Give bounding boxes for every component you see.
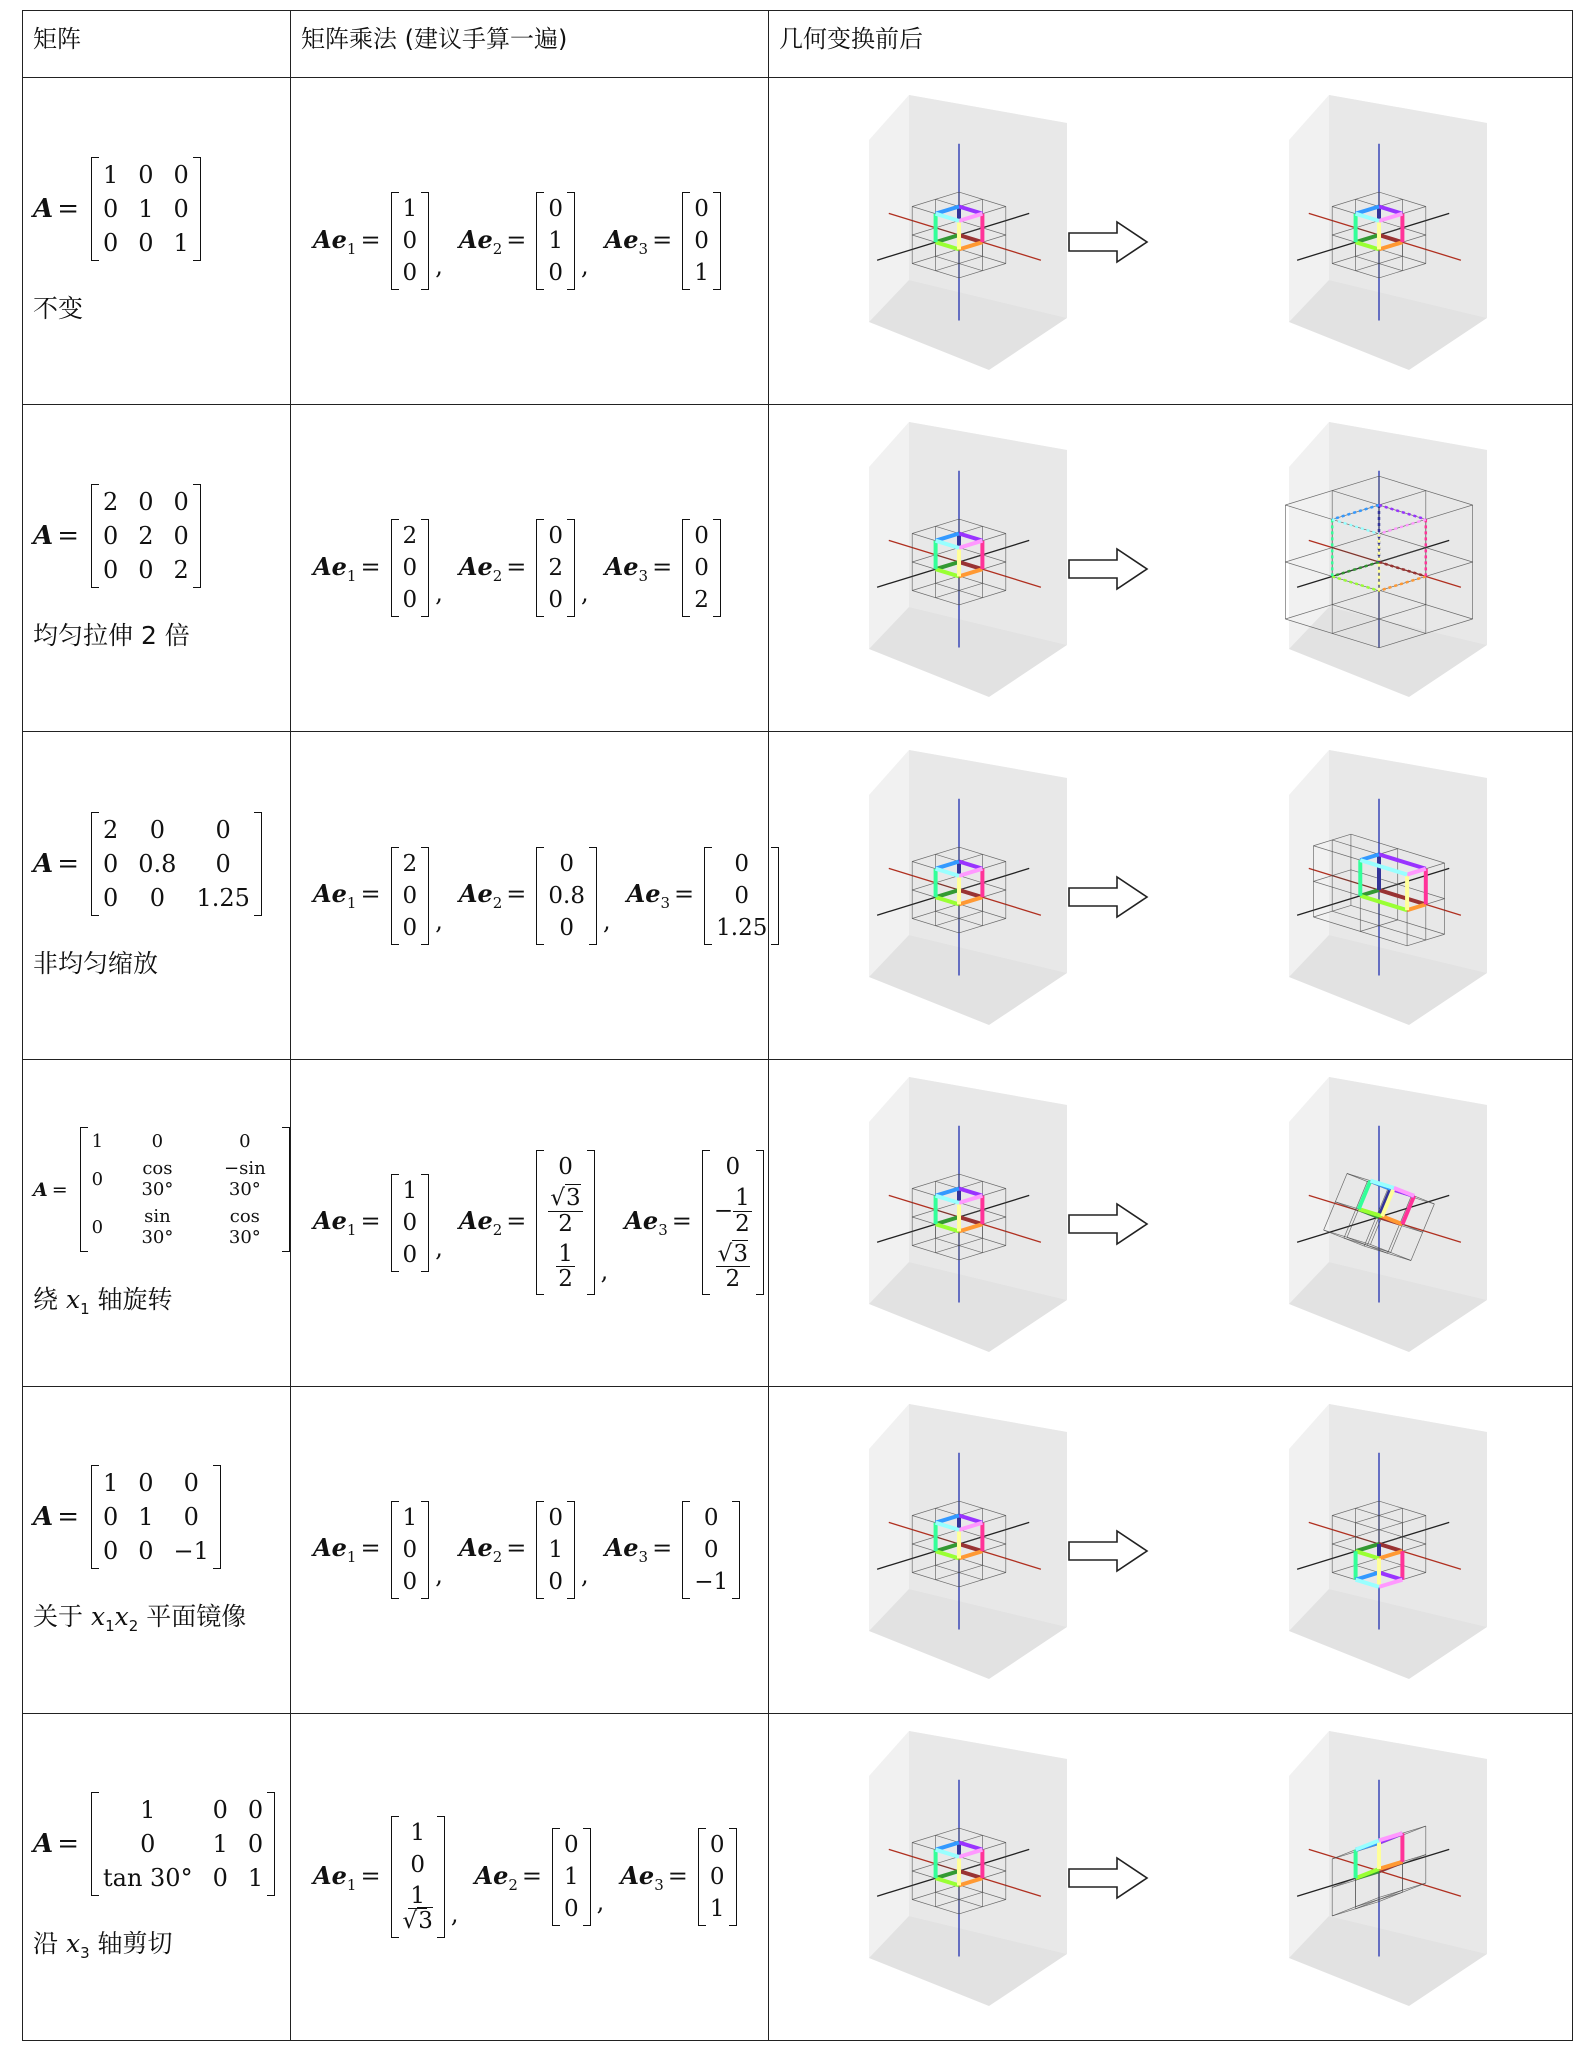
vector-bracket <box>536 1150 594 1295</box>
vector-entry: 2 <box>402 850 418 877</box>
product-vector <box>624 1150 763 1295</box>
vector-bracket <box>391 519 430 617</box>
vector-entry: 0 <box>559 850 574 877</box>
product-cell <box>291 1059 769 1386</box>
matrix-entry: 0 <box>151 1131 164 1153</box>
matrix-entry: 0 <box>138 488 154 517</box>
vector-entry: 0 <box>734 882 750 909</box>
matrix-bracket <box>91 1792 275 1896</box>
matrix-lhs: A = <box>33 1178 68 1201</box>
vector-entry: 0 <box>548 523 564 550</box>
vector-entry: 2 <box>402 523 418 550</box>
product-cell <box>291 78 769 405</box>
vector-entry: 1.25 <box>716 914 768 941</box>
vector-label: $Ae_3$ = <box>604 224 673 258</box>
vector-label: $Ae_3$ = <box>624 1206 692 1240</box>
matrix-grid <box>103 816 250 912</box>
vector-column <box>403 196 418 286</box>
matrix-block <box>33 1792 290 1896</box>
transform-description: 绕 $x_1$ 轴旋转 <box>33 1285 173 1319</box>
matrix-entry: 0 <box>102 556 119 585</box>
vector-bracket <box>702 1150 764 1295</box>
side-wall <box>1329 422 1487 645</box>
matrix-entry: 0 <box>173 522 189 551</box>
vector-bracket <box>704 847 779 945</box>
vector-column <box>694 1505 728 1595</box>
matrix-bracket <box>91 1465 221 1569</box>
side-wall <box>909 95 1067 318</box>
product-vector <box>620 1828 736 1926</box>
matrix-cell <box>23 732 291 1059</box>
matrix-entry: 1 <box>138 195 154 224</box>
vector-label: $Ae_2$ = <box>474 1860 543 1894</box>
matrix-entry: 0 <box>173 195 189 224</box>
product-vectors <box>313 847 768 945</box>
vector-bracket <box>391 1174 430 1272</box>
matrix-block <box>33 157 290 261</box>
vector-label: $Ae_2$ = <box>458 224 527 258</box>
product-vector <box>605 519 721 617</box>
product-vector: $Ae_2$ = 0 1 0 , <box>459 192 589 290</box>
header-row <box>23 11 1573 78</box>
header-geometry: 几何变换前后 <box>769 11 1573 78</box>
arrow-icon <box>1069 222 1147 262</box>
vector-column <box>403 851 418 941</box>
matrix-block <box>33 484 290 588</box>
matrix-entry: cos 30° <box>228 1206 261 1249</box>
vector-label: $Ae_3$ = <box>604 552 673 585</box>
product-vector: $Ae_1$ = 1 0 0 , <box>313 1174 443 1272</box>
vector-entry: 0 <box>734 850 750 877</box>
vector-entry: 0 <box>709 1831 725 1858</box>
matrix-entry: 0 <box>102 883 119 912</box>
matrix-lhs: A = <box>33 1501 79 1532</box>
matrix-entry: 1 <box>173 229 189 258</box>
vector-entry: 1 <box>402 1177 418 1204</box>
matrix-entry: 0.8 <box>138 849 177 878</box>
fraction: $\frac{√3}{2}$ <box>717 1240 748 1292</box>
transform-description: 关于 $x_1x_2$ 平面镜像 <box>33 1601 247 1635</box>
matrix-bracket <box>91 484 201 588</box>
vector-label: $Ae_2$ = <box>458 552 527 585</box>
vector-column <box>694 196 709 286</box>
product-vector <box>605 1501 740 1599</box>
matrix-entry: 0 <box>212 1863 228 1892</box>
matrix-entry: 0 <box>91 1168 104 1190</box>
vector-entry: − $\frac{1}{2}$ <box>713 1185 750 1237</box>
matrix-entry: 0 <box>102 229 119 258</box>
product-vector: $Ae_2$ = 0 2 0 , <box>459 519 589 617</box>
matrix-entry: 0 <box>149 883 165 912</box>
vector-label: $Ae_2$ = <box>458 1533 527 1567</box>
product-cell <box>291 1386 769 1713</box>
vector-entry: 0 <box>402 1241 418 1268</box>
transform-table <box>22 10 1573 2041</box>
vector-entry: 2 <box>694 587 709 614</box>
matrix-entry: 0 <box>138 1536 154 1565</box>
vector-bracket <box>391 847 430 945</box>
geometry-cell <box>769 405 1573 732</box>
vector-entry: 0 <box>402 1209 418 1236</box>
matrix-block <box>33 1465 290 1569</box>
matrix-grid <box>103 488 189 584</box>
header-matrix: 矩阵 <box>23 11 291 78</box>
vector-entry: 0 <box>548 196 564 223</box>
vector-bracket <box>391 1501 430 1599</box>
matrix-bracket <box>91 812 262 916</box>
vector-entry: 0 <box>694 228 709 255</box>
matrix-grid <box>103 161 189 257</box>
vector-entry: 0 <box>559 914 574 941</box>
fraction: $\frac{√3}{2}$ <box>550 1185 581 1237</box>
transform-illustration <box>769 407 1571 729</box>
vector-entry <box>548 1186 582 1235</box>
vector-entry: 1 <box>548 1536 564 1563</box>
side-wall <box>1329 1731 1487 1954</box>
matrix-block <box>33 812 290 916</box>
vector-label: $Ae_1$ = <box>313 1860 381 1894</box>
table-row <box>23 1386 1573 1713</box>
vector-column <box>403 1178 418 1268</box>
matrix-entry: 2 <box>173 556 189 585</box>
fraction: $\frac{1}{2}$ <box>558 1240 573 1292</box>
vector-entry: 0 <box>694 555 709 582</box>
matrix-entry: 1 <box>102 1468 119 1497</box>
vector-bracket <box>536 519 575 617</box>
vector-column <box>548 851 585 941</box>
product-cell <box>291 1713 769 2040</box>
product-vector: $Ae_1$ = 1 0 0 , <box>313 192 443 290</box>
vector-entry: 2 <box>548 555 564 582</box>
transform-description: 沿 $x_3$ 轴剪切 <box>33 1928 173 1962</box>
fraction: $\frac{1}{2}$ <box>735 1185 750 1237</box>
vector-column <box>716 851 767 941</box>
matrix-lhs: A = <box>33 194 79 225</box>
side-wall <box>909 1077 1067 1300</box>
geometry-cell <box>769 1713 1573 2040</box>
vector-entry: 0 <box>548 587 564 614</box>
matrix-entry: sin 30° <box>141 1206 174 1249</box>
transform-illustration <box>769 735 1571 1057</box>
vector-label: $Ae_2$ = <box>458 1206 527 1240</box>
matrix-entry: 1 <box>138 1502 154 1531</box>
side-wall <box>1329 1404 1487 1627</box>
matrix-bracket <box>80 1127 290 1252</box>
vector-label: $Ae_1$ = <box>313 1533 381 1567</box>
transform-description: 均匀拉伸 2 倍 <box>33 621 190 651</box>
matrix-entry: 0 <box>215 815 231 844</box>
matrix-bracket <box>91 157 201 261</box>
matrix-entry: 0 <box>247 1829 264 1858</box>
arrow-icon <box>1069 1858 1147 1898</box>
table-row <box>23 1059 1573 1386</box>
matrix-entry: 2 <box>138 522 154 551</box>
matrix-entry: −sin 30° <box>224 1158 266 1201</box>
vector-column <box>548 523 563 613</box>
vector-entry: 0 <box>402 882 418 909</box>
matrix-entry: 0 <box>173 161 189 190</box>
matrix-entry: 0 <box>183 1502 199 1531</box>
product-vector: $Ae_2$ = 0 1 0 , <box>474 1828 604 1926</box>
vector-entry: 0.8 <box>548 882 585 909</box>
vector-entry: 0 <box>548 260 564 287</box>
vector-column <box>548 196 563 286</box>
vector-column <box>403 523 418 613</box>
vector-entry: 1 <box>709 1895 725 1922</box>
vector-entry: 0 <box>548 1504 564 1531</box>
vector-label: $Ae_1$ = <box>313 552 381 585</box>
vector-bracket <box>536 192 575 290</box>
vector-label: $Ae_1$ = <box>313 1206 381 1240</box>
product-vector <box>627 847 780 945</box>
matrix-entry: 0 <box>102 849 119 878</box>
transform-illustration <box>769 80 1571 402</box>
vector-entry: 1 <box>564 1863 579 1890</box>
vector-entry: 0 <box>402 587 418 614</box>
vector-entry: 0 <box>694 523 709 550</box>
product-vector: $Ae_1$ = 1 0 $\frac{1}{√3}$ , <box>313 1816 458 1937</box>
matrix-entry: 2 <box>102 488 119 517</box>
vector-label: $Ae_3$ = <box>620 1860 688 1894</box>
vector-bracket <box>552 1828 591 1926</box>
matrix-block <box>33 1127 290 1252</box>
vector-entry: 0 <box>709 1863 725 1890</box>
vector-entry: 0 <box>725 1154 741 1181</box>
vector-label: $Ae_3$ = <box>626 879 695 912</box>
matrix-entry: tan 30° <box>102 1863 193 1892</box>
matrix-grid <box>103 1796 263 1892</box>
matrix-entry: 1.25 <box>196 883 250 912</box>
matrix-entry: 0 <box>138 229 154 258</box>
product-vector: $Ae_1$ = 2 0 0 , <box>313 847 443 945</box>
transform-description: 非均匀缩放 <box>33 948 159 978</box>
arrow-icon <box>1069 877 1147 917</box>
vector-entry: −1 <box>694 1568 729 1595</box>
matrix-cell <box>23 1059 291 1386</box>
matrix-entry: 0 <box>149 815 165 844</box>
matrix-entry: 2 <box>102 815 119 844</box>
vector-entry: 0 <box>402 260 418 287</box>
geometry-cell <box>769 732 1573 1059</box>
matrix-entry: 1 <box>247 1863 264 1892</box>
matrix-cell <box>23 405 291 732</box>
matrix-grid <box>92 1131 278 1248</box>
geometry-cell <box>769 1059 1573 1386</box>
matrix-entry: 0 <box>212 1795 228 1824</box>
matrix-cell <box>23 1713 291 2040</box>
vector-column <box>403 1820 433 1933</box>
vector-entry: 0 <box>694 196 709 223</box>
matrix-grid <box>103 1469 209 1565</box>
matrix-entry: 0 <box>138 556 154 585</box>
vector-entry: 0 <box>402 1536 418 1563</box>
vector-bracket <box>682 192 721 290</box>
matrix-lhs: A = <box>33 521 79 552</box>
vector-bracket <box>682 519 721 617</box>
vector-entry: 0 <box>410 1852 426 1879</box>
product-vector: $Ae_2$ = 0 1 0 , <box>459 1501 589 1599</box>
vector-bracket <box>698 1828 737 1926</box>
vector-entry: 1 <box>548 228 564 255</box>
transform-description: 不变 <box>33 294 84 324</box>
product-vectors <box>313 519 768 617</box>
matrix-entry: 0 <box>102 522 119 551</box>
matrix-entry: 0 <box>183 1468 199 1497</box>
matrix-entry: 0 <box>138 161 154 190</box>
table-row <box>23 1713 1573 2040</box>
vector-bracket <box>391 1816 445 1937</box>
arrow-icon <box>1069 1204 1147 1244</box>
side-wall <box>1329 95 1487 318</box>
side-wall <box>909 1731 1067 1954</box>
matrix-entry: 0 <box>138 1468 154 1497</box>
matrix-entry: 0 <box>247 1795 264 1824</box>
matrix-cell <box>23 78 291 405</box>
vector-entry <box>403 1884 433 1933</box>
vector-entry: 0 <box>402 228 418 255</box>
vector-column <box>403 1505 418 1595</box>
geometry-cell <box>769 1386 1573 1713</box>
product-vectors <box>313 1150 768 1295</box>
product-vectors <box>313 1501 768 1599</box>
table-row <box>23 78 1573 405</box>
matrix-entry: cos 30° <box>141 1158 174 1201</box>
matrix-entry: 0 <box>173 488 189 517</box>
product-vector: $Ae_2$ = 0 $\frac{√3}{2}$ $\frac{1}{2}$ , <box>459 1150 608 1295</box>
vector-entry: 0 <box>548 1568 564 1595</box>
product-vector: $Ae_2$ = 0 0.8 0 , <box>459 847 611 945</box>
product-vector <box>605 192 721 290</box>
transform-illustration <box>769 1389 1571 1711</box>
table-row <box>23 405 1573 732</box>
vector-bracket <box>536 847 597 945</box>
arrow-icon <box>1069 1531 1147 1571</box>
matrix-entry: 0 <box>102 195 119 224</box>
matrix-entry: 0 <box>215 849 231 878</box>
vector-column <box>548 1505 563 1595</box>
product-cell <box>291 732 769 1059</box>
matrix-entry: 0 <box>102 1502 119 1531</box>
side-wall <box>1329 1077 1487 1300</box>
matrix-entry: 1 <box>212 1829 228 1858</box>
vector-entry: 1 <box>402 196 418 223</box>
vector-label: $Ae_1$ = <box>313 879 381 912</box>
vector-bracket <box>682 1501 740 1599</box>
vector-column <box>714 1154 752 1291</box>
vector-entry: 1 <box>402 1504 418 1531</box>
vector-entry: 0 <box>402 914 418 941</box>
product-vector: $Ae_1$ = 2 0 0 , <box>313 519 443 617</box>
matrix-entry: 0 <box>140 1829 156 1858</box>
matrix-lhs: A = <box>33 1828 79 1859</box>
table-row <box>23 732 1573 1059</box>
vector-column <box>564 1832 579 1922</box>
matrix-entry: 1 <box>140 1795 156 1824</box>
side-wall <box>909 1404 1067 1627</box>
matrix-entry: 1 <box>102 161 119 190</box>
vector-entry: 1 <box>410 1820 426 1847</box>
vector-bracket <box>391 192 430 290</box>
vector-entry: 1 <box>694 260 709 287</box>
matrix-entry: −1 <box>173 1536 209 1565</box>
vector-label: $Ae_3$ = <box>604 1533 673 1567</box>
vector-label: $Ae_2$ = <box>458 879 527 912</box>
vector-entry <box>556 1242 575 1291</box>
product-vectors <box>313 1816 768 1937</box>
product-cell <box>291 405 769 732</box>
vector-entry: 0 <box>564 1831 579 1858</box>
side-wall <box>909 422 1067 645</box>
matrix-cell <box>23 1386 291 1713</box>
vector-entry: 0 <box>402 555 418 582</box>
arrow-icon <box>1069 549 1147 589</box>
transform-illustration <box>769 1062 1571 1384</box>
matrix-entry: 1 <box>91 1131 104 1153</box>
header-product: 矩阵乘法 (建议手算一遍) <box>291 11 769 78</box>
product-vectors <box>313 192 768 290</box>
vector-column <box>694 523 709 613</box>
vector-entry: 0 <box>703 1536 719 1563</box>
vector-bracket <box>536 1501 575 1599</box>
vector-entry: 0 <box>558 1154 573 1181</box>
matrix-entry: 0 <box>239 1131 251 1153</box>
vector-label: $Ae_1$ = <box>313 224 381 258</box>
matrix-entry: 0 <box>91 1216 104 1238</box>
geometry-cell <box>769 78 1573 405</box>
vector-column <box>548 1154 582 1291</box>
fraction: $\frac{1}{√3}$ <box>402 1883 433 1935</box>
transform-illustration <box>769 1716 1571 2038</box>
product-vector: $Ae_1$ = 1 0 0 , <box>313 1501 443 1599</box>
matrix-lhs: A = <box>33 848 79 879</box>
vector-entry <box>716 1242 750 1291</box>
side-wall <box>909 750 1067 973</box>
vector-entry: 0 <box>564 1895 579 1922</box>
vector-column <box>710 1832 725 1922</box>
vector-entry: 0 <box>703 1504 719 1531</box>
vector-entry: 0 <box>402 1568 418 1595</box>
matrix-entry: 0 <box>102 1536 119 1565</box>
